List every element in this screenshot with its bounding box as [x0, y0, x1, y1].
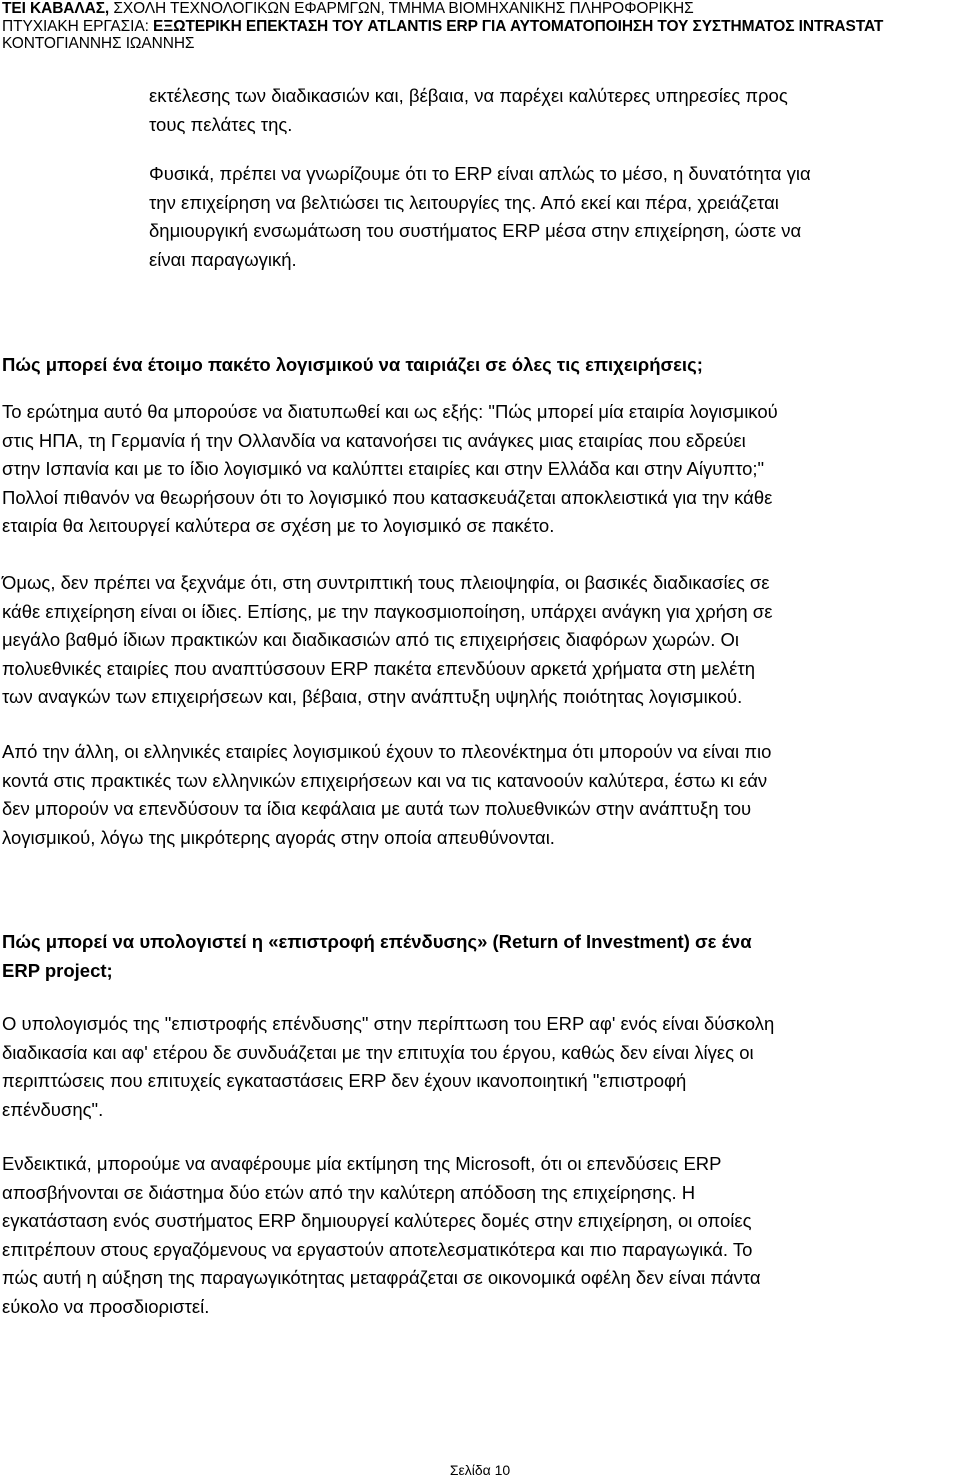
paragraph-erp-means: Φυσικά, πρέπει να γνωρίζουμε ότι το ERP είναι απλώς το μέσο, η δυνατότητα για την επιχείρηση να βελτιώσει τις λειτουργίες της. Από εκεί και πέρα, χρειάζεται δημιουργική ενσωμάτωση του συστήματος ERP μέσα στην επιχείρηση, ώστε να είναι παραγωγική.: [149, 163, 811, 270]
header-thesis-title: ΠΤΥΧΙΑΚΗ ΕΡΓΑΣΙΑ: ΕΞΩΤΕΡΙΚΗ ΕΠΕΚΤΑΣΗ ΤΟΥ ATLANTIS ERP ΓΙΑ ΑΥΤΟΜΑΤΟΠΟΙΗΣΗ ΤΟΥ ΣΥΣΤΗΜΑΤΟΣ INTRASTAT: [2, 17, 884, 35]
section-heading-roi: Πώς μπορεί να υπολογιστεί η «επιστροφή επένδυσης» (Return of Investment) σε ένα ERP project;: [2, 931, 752, 981]
page-header: [2, 0, 960, 53]
page-number: Σελίδα 10: [449, 1462, 511, 1478]
paragraph-question: Το ερώτημα αυτό θα μπορούσε να διατυπωθεί και ως εξής: "Πώς μπορεί μία εταιρία λογισμικού στις ΗΠΑ, τη Γερμανία ή την Ολλανδία να κατανοήσει τις ανάγκες μιας εταιρίας που εδρεύει στην Ισπανία και με το ίδιο λογισμικό να καλύπτει εταιρίες και στην Ελλάδα και στην Αίγυπτο;" Πολλοί πιθανόν να θεωρήσουν ότι το λογισμικό που κατασκευάζεται αποκλειστικά για την κάθε εταιρία θα λειτουργεί καλύτερα σε σχέση με το λογισμικό σε πακέτο.: [2, 401, 778, 536]
paragraph-common-processes: Όμως, δεν πρέπει να ξεχνάμε ότι, στη συντριπτική τους πλειοψηφία, οι βασικές διαδικασίες σε κάθε επιχείρηση είναι οι ίδιες. Επίσης, με την παγκοσμιοποίηση, υπάρχει ανάγκη για χρήση σε μεγάλο βαθμό ίδιων πρακτικών και διαδικασιών από τις επιχειρήσεις διαφόρων χωρών. Οι πολυεθνικές εταιρίες που αναπτύσσουν ERP πακέτα επενδύουν αρκετά χρήματα στη μελέτη των αναγκών των επιχειρήσεων και, βέβαια, στην ανάπτυξη υψηλής ποιότητας λογισμικού.: [2, 572, 773, 707]
paragraph-roi-calculation: Ο υπολογισμός της "επιστροφής επένδυσης" στην περίπτωση του ERP αφ' ενός είναι δύσκολη διαδικασία και αφ' ετέρου δε συνδυάζεται με την επιτυχία του έργου, καθώς δεν είναι λίγες οι περιπτώσεις που επιτυχείς εγκαταστάσεις ERP δεν έχουν ικανοποιητική "επιστροφή επένδυσης".: [2, 1013, 775, 1120]
header-institution: ΤΕΙ ΚΑΒΑΛΑΣ, ΣΧΟΛΗ ΤΕΧΝΟΛΟΓΙΚΩΝ ΕΦΑΡΜΓΩΝ, ΤΜΗΜΑ ΒΙΟΜΗΧΑΝΙΚΗΣ ΠΛΗΡΟΦΟΡΙΚΗΣ: [2, 0, 694, 17]
header-author: ΚΟΝΤΟΓΙΑΝΝΗΣ ΙΩΑΝΝΗΣ: [2, 35, 195, 52]
paragraph-continuation: εκτέλεσης των διαδικασιών και, βέβαια, να παρέχει καλύτερες υπηρεσίες προς τους πελάτες της.: [149, 85, 788, 135]
paragraph-microsoft-estimate: Ενδεικτικά, μπορούμε να αναφέρουμε μία εκτίμηση της Microsoft, ότι οι επενδύσεις ERP αποσβήνονται σε διάστημα δύο ετών από την καλύτερη απόδοση της επιχείρησης. Η εγκατάσταση ενός συστήματος ERP δημιουργεί καλύτερες δομές στην επιχείρηση, οι οποίες επιτρέπουν στους εργαζόμενους να εργαστούν αποτελεσματικότερα και πιο παραγωγικά. Το πώς αυτή η αύξηση της παραγωγικότητας μεταφράζεται σε οικονομικά οφέλη δεν είναι πάντα εύκολο να προσδιοριστεί.: [2, 1153, 761, 1317]
section-heading-package-fit: Πώς μπορεί ένα έτοιμο πακέτο λογισμικού να ταιριάζει σε όλες τις επιχειρήσεις;: [2, 354, 703, 375]
paragraph-greek-companies: Από την άλλη, οι ελληνικές εταιρίες λογισμικού έχουν το πλεονέκτημα ότι μπορούν να είναι πιο κοντά στις πρακτικές των ελληνικών επιχειρήσεων και να τις κατανοούν καλύτερα, έστω κι εάν δεν μπορούν να επενδύσουν τα ίδια κεφάλαια με αυτά των πολυεθνικών στην ανάπτυξη του λογισμικού, λόγω της μικρότερης αγοράς στην οποία απευθύνονται.: [2, 741, 772, 848]
